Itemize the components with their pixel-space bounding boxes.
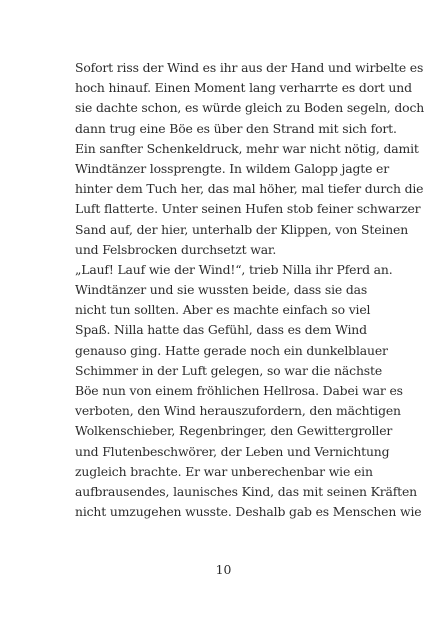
text-line: aufbrausendes, launisches Kind, das mit seinen Kräften <box>75 483 418 499</box>
text-line: Windtänzer lossprengte. In wildem Galopp jagte er <box>75 160 390 176</box>
text-line: Wolkenschieber, Regenbringer, den Gewittergroller <box>75 423 393 439</box>
text-line: Luft flatterte. Unter seinen Hufen stob feiner schwarzer <box>75 201 421 217</box>
page-number: 10 <box>215 562 232 577</box>
text-line: Sand auf, der hier, unterhalb der Klippen, von Steinen <box>75 221 409 237</box>
body-text <box>75 58 425 522</box>
text-line: Sofort riss der Wind es ihr aus der Hand und wirbelte es <box>75 60 424 75</box>
text-line: Schimmer in der Luft gelegen, so war die nächste <box>75 362 383 378</box>
text-line: dann trug eine Böe es über den Strand mit sich fort. <box>75 120 397 136</box>
text-line: Windtänzer und sie wussten beide, dass sie das <box>75 282 368 298</box>
text-line: und Felsbrocken durchsetzt war. <box>75 241 277 257</box>
text-line: nicht umzugehen wusste. Deshalb gab es Menschen wie <box>75 504 422 520</box>
text-line: genauso ging. Hatte gerade noch ein dunkelblauer <box>75 342 388 358</box>
text-line: nicht tun sollten. Aber es machte einfach so viel <box>75 302 371 318</box>
text-line: Spaß. Nilla hatte das Gefühl, dass es dem Wind <box>75 322 367 338</box>
text-line: hoch hinauf. Einen Moment lang verharrte es dort und <box>75 80 412 96</box>
text-line: sie dachte schon, es würde gleich zu Boden segeln, doch <box>75 100 425 116</box>
text-line: Ein sanfter Schenkeldruck, mehr war nicht nötig, damit <box>75 140 419 156</box>
text-line: verboten, den Wind herauszufordern, den mächtigen <box>75 403 401 419</box>
text-line: hinter dem Tuch her, das mal höher, mal tiefer durch die <box>75 181 424 197</box>
text-line: „Lauf! Lauf wie der Wind!“, trieb Nilla ihr Pferd an. <box>75 261 393 277</box>
text-line: und Flutenbeschwörer, der Leben und Vernichtung <box>75 443 390 459</box>
text-line: zugleich brachte. Er war unberechenbar wie ein <box>75 463 373 479</box>
text-line: Böe nun von einem fröhlichen Hellrosa. Dabei war es <box>75 383 403 398</box>
